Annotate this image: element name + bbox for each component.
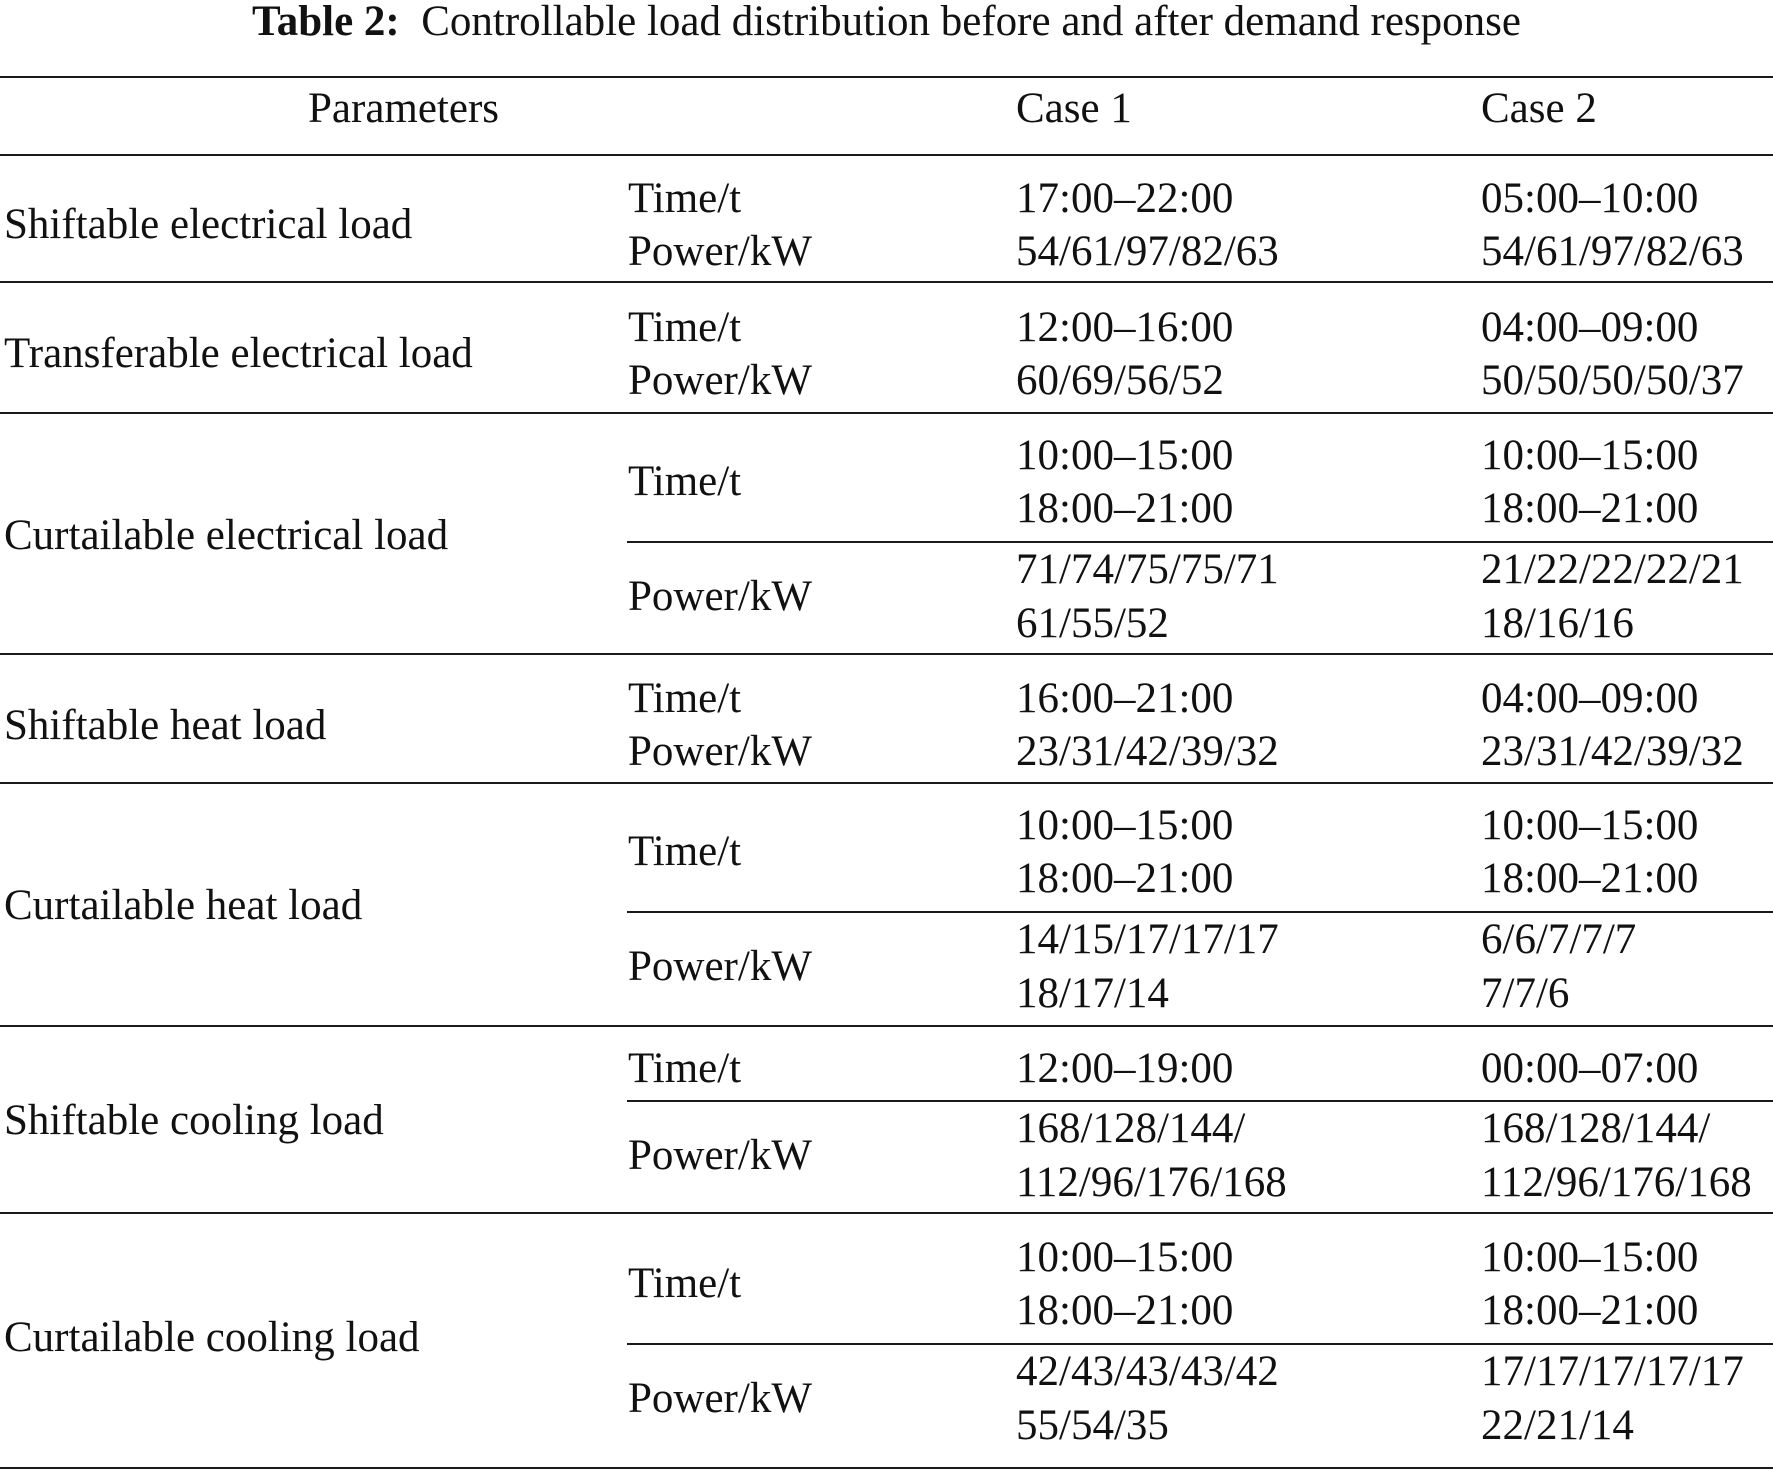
- case2-power-line2: 112/96/176/168: [1481, 1159, 1752, 1206]
- case2-time-line1: 10:00–15:00: [1481, 1234, 1699, 1281]
- row-label-curtailable-electrical: Curtailable electrical load: [4, 512, 449, 559]
- case1-power-line2: 55/54/35: [1016, 1402, 1169, 1449]
- row-label-curtailable-cooling: Curtailable cooling load: [4, 1314, 420, 1361]
- case1-time-line2: 18:00–21:00: [1016, 485, 1234, 532]
- row-label-shiftable-heat: Shiftable heat load: [4, 702, 327, 749]
- row-divider: [0, 1212, 1773, 1214]
- case2-time-line1: 10:00–15:00: [1481, 432, 1699, 479]
- case1-power: 54/61/97/82/63: [1016, 228, 1279, 275]
- time-label: Time/t: [628, 175, 742, 222]
- header-case2: Case 2: [1481, 85, 1597, 132]
- case2-power-line1: 17/17/17/17/17: [1481, 1348, 1744, 1395]
- time-label: Time/t: [628, 1045, 742, 1092]
- case2-power-line2: 22/21/14: [1481, 1402, 1634, 1449]
- case2-time: 04:00–09:00: [1481, 675, 1699, 722]
- power-label: Power/kW: [628, 728, 812, 775]
- power-label: Power/kW: [628, 1132, 812, 1179]
- row-divider: [0, 782, 1773, 784]
- row-label-curtailable-heat: Curtailable heat load: [4, 882, 363, 929]
- time-label: Time/t: [628, 458, 742, 505]
- case1-power-line2: 112/96/176/168: [1016, 1159, 1287, 1206]
- case1-power: 23/31/42/39/32: [1016, 728, 1279, 775]
- case2-power: 50/50/50/50/37: [1481, 357, 1744, 404]
- case1-power-line1: 42/43/43/43/42: [1016, 1348, 1279, 1395]
- case2-power: 23/31/42/39/32: [1481, 728, 1744, 775]
- case2-time-line2: 18:00–21:00: [1481, 1287, 1699, 1334]
- case2-time-line2: 18:00–21:00: [1481, 855, 1699, 902]
- case1-time: 12:00–16:00: [1016, 304, 1234, 351]
- caption-text: Controllable load distribution before and after demand response: [421, 0, 1521, 45]
- time-label: Time/t: [628, 304, 742, 351]
- case2-power: 54/61/97/82/63: [1481, 228, 1744, 275]
- case2-time-line1: 10:00–15:00: [1481, 802, 1699, 849]
- row-label-transferable-electrical: Transferable electrical load: [4, 330, 473, 377]
- case2-power-line2: 7/7/6: [1481, 970, 1570, 1017]
- header-parameters: Parameters: [308, 85, 500, 132]
- case1-time-line1: 10:00–15:00: [1016, 432, 1234, 479]
- power-label: Power/kW: [628, 573, 812, 620]
- header-case1: Case 1: [1016, 85, 1132, 132]
- row-label-shiftable-electrical: Shiftable electrical load: [4, 201, 413, 248]
- case2-power-line1: 6/6/7/7/7: [1481, 916, 1637, 963]
- row-divider: [0, 281, 1773, 283]
- case1-power-line1: 14/15/17/17/17: [1016, 916, 1279, 963]
- table-bottom-rule: [0, 1467, 1773, 1469]
- time-label: Time/t: [628, 1260, 742, 1307]
- case1-time: 16:00–21:00: [1016, 675, 1234, 722]
- case1-time-line1: 10:00–15:00: [1016, 1234, 1234, 1281]
- row-divider: [0, 412, 1773, 414]
- row-divider: [0, 1025, 1773, 1027]
- case2-power-line2: 18/16/16: [1481, 600, 1634, 647]
- time-label: Time/t: [628, 675, 742, 722]
- case1-time: 17:00–22:00: [1016, 175, 1234, 222]
- case2-power-line1: 168/128/144/: [1481, 1105, 1711, 1152]
- case1-power-line2: 18/17/14: [1016, 970, 1169, 1017]
- case2-time: 05:00–10:00: [1481, 175, 1699, 222]
- table-top-rule: [0, 76, 1773, 78]
- power-label: Power/kW: [628, 228, 812, 275]
- power-label: Power/kW: [628, 357, 812, 404]
- case2-time: 00:00–07:00: [1481, 1045, 1699, 1092]
- case2-power-line1: 21/22/22/22/21: [1481, 546, 1744, 593]
- case2-time: 04:00–09:00: [1481, 304, 1699, 351]
- case1-power-line2: 61/55/52: [1016, 600, 1169, 647]
- row-label-shiftable-cooling: Shiftable cooling load: [4, 1097, 384, 1144]
- case2-time-line2: 18:00–21:00: [1481, 485, 1699, 532]
- case1-time-line1: 10:00–15:00: [1016, 802, 1234, 849]
- row-divider: [0, 653, 1773, 655]
- power-label: Power/kW: [628, 1375, 812, 1422]
- case1-time-line2: 18:00–21:00: [1016, 1287, 1234, 1334]
- caption-label: Table 2:: [251, 0, 400, 45]
- case1-time-line2: 18:00–21:00: [1016, 855, 1234, 902]
- case1-power-line1: 71/74/75/75/71: [1016, 546, 1279, 593]
- case1-power-line1: 168/128/144/: [1016, 1105, 1246, 1152]
- case1-power: 60/69/56/52: [1016, 357, 1224, 404]
- power-label: Power/kW: [628, 943, 812, 990]
- header-bottom-rule: [0, 154, 1773, 156]
- time-label: Time/t: [628, 828, 742, 875]
- case1-time: 12:00–19:00: [1016, 1045, 1234, 1092]
